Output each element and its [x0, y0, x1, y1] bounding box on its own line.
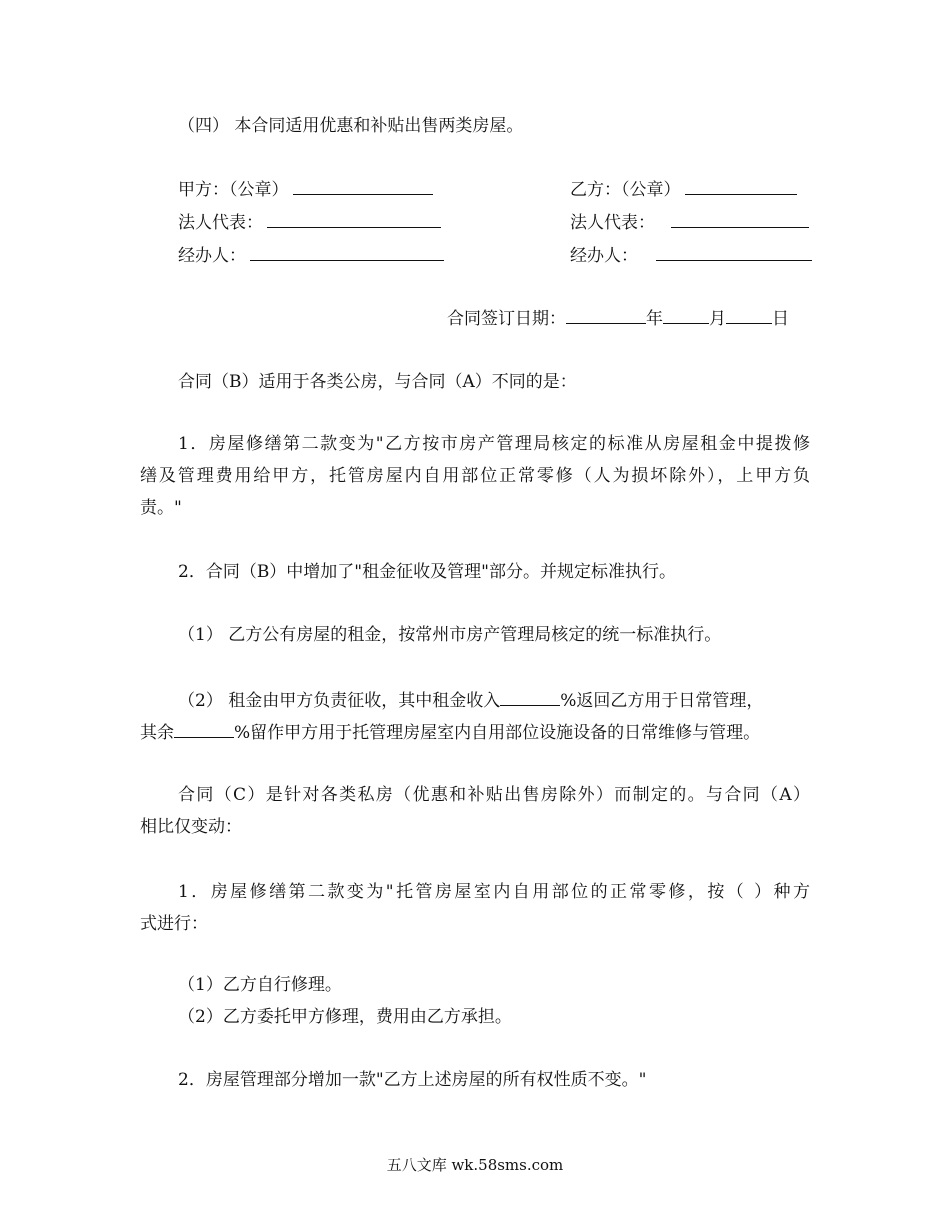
sign-date-line: [447, 305, 789, 331]
contract-b-item1-line1: 1．房屋修缮第二款变为"乙方按市房产管理局核定的标准从房屋租金中提拨修: [178, 434, 810, 454]
sign-date-label: 合同签订日期：: [447, 309, 566, 329]
contract-b-sub1: （1） 乙方公有房屋的租金，按常州市房产管理局核定的统一标准执行。: [178, 625, 722, 645]
handler-a-label: 经办人：: [178, 246, 246, 266]
day-blank[interactable]: [726, 305, 772, 324]
rent-return-percent-blank[interactable]: [500, 687, 560, 706]
rent-retain-percent-blank[interactable]: [174, 719, 234, 738]
party-a-seal-label: 甲方：（公章）: [178, 180, 289, 200]
legal-rep-b-blank[interactable]: [671, 209, 809, 228]
sub2-text-c: 其余: [140, 723, 174, 743]
party-b-seal-blank[interactable]: [685, 176, 797, 195]
day-label: 日: [772, 309, 789, 329]
legal-rep-a-line: [178, 209, 441, 235]
legal-rep-a-blank[interactable]: [267, 209, 441, 228]
sub2-text-d: %留作甲方用于托管理房屋室内自用部位设施设备的日常维修与管理。: [234, 723, 761, 743]
contract-c-item1-line2: 式进行：: [140, 914, 208, 934]
legal-rep-b-label: 法人代表：: [570, 213, 655, 233]
legal-rep-a-label: 法人代表：: [178, 213, 263, 233]
handler-b-label: 经办人：: [570, 246, 638, 266]
contract-b-sub2-line2: [140, 719, 760, 745]
contract-b-item1-line2: 缮及管理费用给甲方，托管房屋内自用部位正常零修（人为损坏除外），上甲方负: [140, 466, 810, 486]
month-blank[interactable]: [663, 305, 709, 324]
party-b-seal-line: [570, 176, 797, 202]
legal-rep-b-line: [570, 209, 809, 235]
year-blank[interactable]: [566, 305, 646, 324]
contract-c-option2: （2）乙方委托甲方修理，费用由乙方承担。: [178, 1007, 512, 1027]
contract-b-item2: 2．合同（B）中增加了"租金征收及管理"部分。并规定标准执行。: [178, 562, 676, 582]
party-a-seal-line: [178, 176, 433, 202]
section-four-text: （四） 本合同适用优惠和补贴出售两类房屋。: [178, 116, 524, 136]
handler-a-blank[interactable]: [250, 242, 444, 261]
sub2-text-b: %返回乙方用于日常管理，: [560, 691, 764, 711]
party-a-seal-blank[interactable]: [293, 176, 433, 195]
contract-b-item1-line3: 责。": [140, 498, 182, 518]
contract-c-intro-line2: 相比仅变动：: [140, 817, 242, 837]
year-label: 年: [646, 309, 663, 329]
contract-b-intro: 合同（B）适用于各类公房，与合同（A）不同的是：: [178, 372, 577, 392]
contract-c-item2: 2．房屋管理部分增加一款"乙方上述房屋的所有权性质不变。": [178, 1070, 647, 1090]
contract-b-sub2-line1: [178, 687, 763, 713]
party-b-seal-label: 乙方：（公章）: [570, 180, 681, 200]
month-label: 月: [709, 309, 726, 329]
handler-a-line: [178, 242, 444, 268]
handler-b-blank[interactable]: [656, 242, 812, 261]
footer-watermark: 五八文库 wk.58sms.com: [386, 1156, 564, 1174]
sub2-text-a: （2） 租金由甲方负责征收，其中租金收入: [178, 691, 501, 711]
contract-c-intro-line1: 合同（C）是针对各类私房（优惠和补贴出售房除外）而制定的。与合同（A）: [178, 785, 810, 805]
contract-c-option1: （1）乙方自行修理。: [178, 975, 342, 995]
contract-c-item1-line1: 1．房屋修缮第二款变为"托管房屋室内自用部位的正常零修，按（ ）种方: [178, 882, 810, 902]
handler-b-line: [570, 242, 812, 268]
